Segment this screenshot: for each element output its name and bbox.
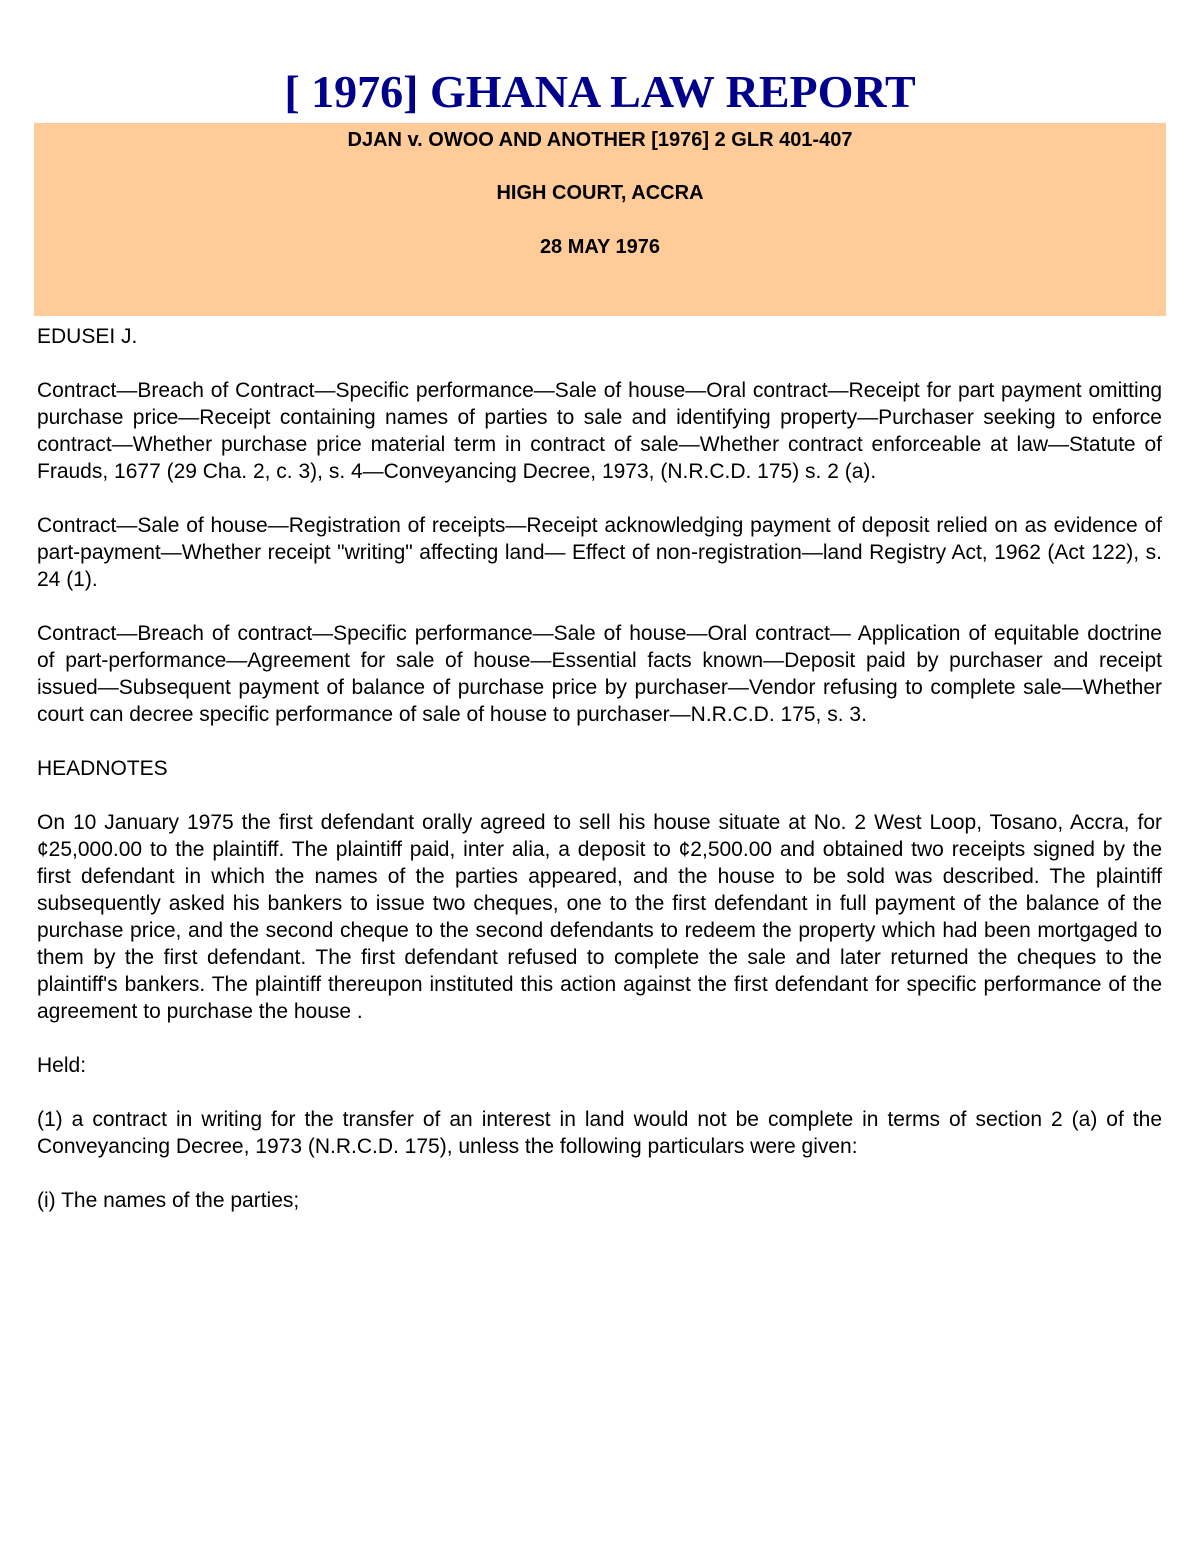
catchwords-paragraph: Contract—Breach of contract—Specific performance—Sale of house—Oral contract— Application of equitable doctrine of part-performance—Agreement for sale of house—Essential facts known—Deposit paid by purchaser and receipt issued—Subsequent payment of balance of purchase price by purchaser—Vendor refusing to complete sale—Whether court can decree specific performance of sale of house to purchaser—N.R.C.D. 175, s. 3.: [37, 622, 1162, 726]
report-title: [ 1976] GHANA LAW REPORT: [284, 66, 916, 117]
catchwords-paragraph: Contract—Sale of house—Registration of receipts—Receipt acknowledging payment of deposit relied on as evidence of part-payment—Whether receipt "writing" affecting land— Effect of non-registration—land Registry Act, 1962 (Act 122), s. 24 (1).: [37, 514, 1162, 591]
held-particular: (i) The names of the parties;: [37, 1189, 300, 1212]
headnote-paragraph: On 10 January 1975 the first defendant orally agreed to sell his house situate at No. 2 West Loop, Tosano, Accra, for ¢25,000.00 to the plaintiff. The plaintiff paid, inter alia, a deposit to ¢2,500.00 and obtained two receipts signed by the first defendant in which the names of the parties appeared, and the house to be sold was described. The plaintiff subsequently asked his bankers to issue two cheques, one to the first defendant in full payment of the balance of the purchase price, and the second cheque to the second defendants to redeem the property which had been mortgaged to them by the first defendant. The first defendant refused to complete the sale and later returned the cheques to the plaintiff's bankers. The plaintiff thereupon instituted this action against the first defendant for specific performance of the agreement to purchase the house .: [37, 811, 1162, 1023]
judge-name: EDUSEI J.: [37, 325, 138, 348]
held-paragraph: (1) a contract in writing for the transfer of an interest in land would not be complete in terms of section 2 (a) of the Conveyancing Decree, 1973 (N.R.C.D. 175), unless the following particulars were given:: [37, 1108, 1162, 1158]
headnotes-heading: HEADNOTES: [37, 757, 168, 780]
report-body: [37, 323, 1162, 1241]
judgment-date: 28 MAY 1976: [539, 236, 661, 258]
case-header-box: [34, 123, 1166, 316]
catchwords-paragraph: Contract—Breach of Contract—Specific performance—Sale of house—Oral contract—Receipt for part payment omitting purchase price—Receipt containing names of parties to sale and identifying property—Purchaser seeking to enforce contract—Whether purchase price material term in contract of sale—Whether contract enforceable at law—Statute of Frauds, 1677 (29 Cha. 2, c. 3), s. 4—Conveyancing Decree, 1973, (N.R.C.D. 175) s. 2 (a).: [37, 379, 1162, 483]
court-name: HIGH COURT, ACCRA: [496, 182, 704, 204]
held-heading: Held:: [37, 1054, 87, 1077]
case-citation: DJAN v. OWOO AND ANOTHER [1976] 2 GLR 401-407: [347, 129, 853, 151]
